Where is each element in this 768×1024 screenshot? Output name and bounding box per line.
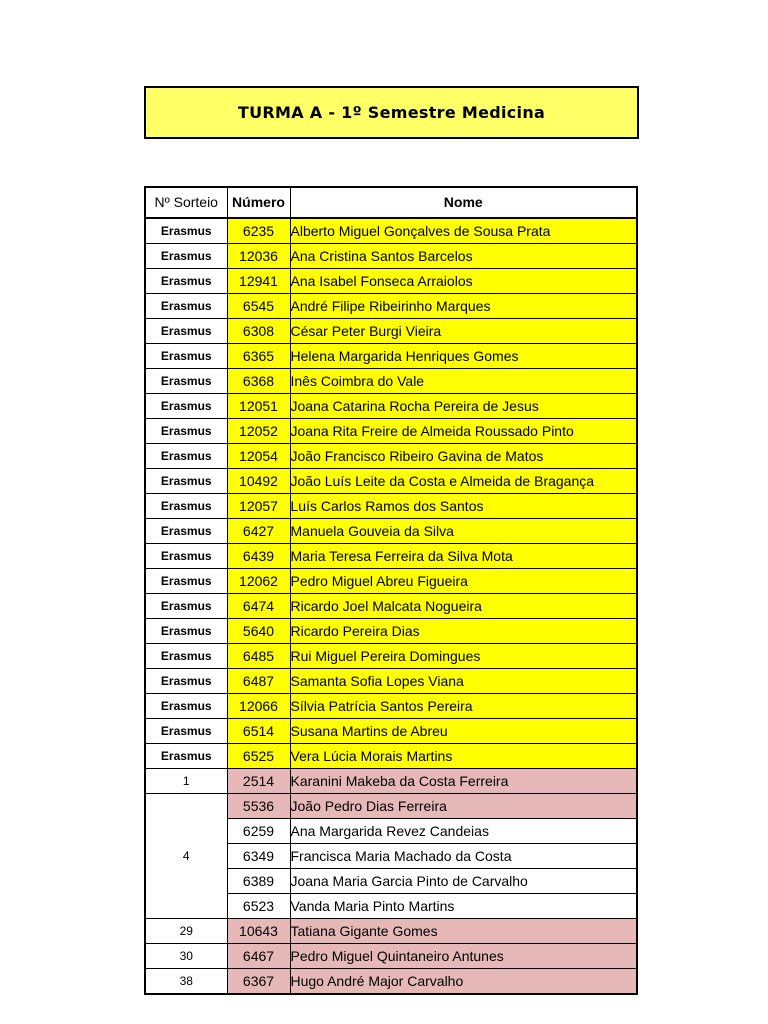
cell-nome: Ana Margarida Revez Candeias (290, 819, 637, 844)
cell-numero: 10643 (227, 919, 290, 944)
cell-sorteio: Erasmus (145, 469, 227, 494)
cell-sorteio: Erasmus (145, 719, 227, 744)
cell-sorteio: Erasmus (145, 519, 227, 544)
table-row (145, 769, 637, 794)
student-roster-table (144, 186, 638, 995)
table-row (145, 444, 637, 469)
table-row (145, 919, 637, 944)
cell-numero: 6487 (227, 669, 290, 694)
cell-numero: 6368 (227, 369, 290, 394)
cell-numero: 2514 (227, 769, 290, 794)
table-row (145, 519, 637, 544)
cell-numero: 6514 (227, 719, 290, 744)
cell-sorteio: 29 (145, 919, 227, 944)
cell-sorteio: Erasmus (145, 269, 227, 294)
table-row (145, 494, 637, 519)
cell-sorteio: Erasmus (145, 419, 227, 444)
cell-numero: 12036 (227, 244, 290, 269)
table-body (145, 218, 637, 994)
table-row (145, 469, 637, 494)
cell-sorteio: 4 (145, 794, 227, 919)
cell-nome: Tatiana Gigante Gomes (290, 919, 637, 944)
table-row (145, 244, 637, 269)
cell-nome: Ana Isabel Fonseca Arraiolos (290, 269, 637, 294)
table-row (145, 269, 637, 294)
table-row (145, 794, 637, 819)
cell-nome: Pedro Miguel Quintaneiro Antunes (290, 944, 637, 969)
table-row (145, 294, 637, 319)
cell-numero: 12051 (227, 394, 290, 419)
cell-sorteio: Erasmus (145, 694, 227, 719)
cell-nome: Samanta Sofia Lopes Viana (290, 669, 637, 694)
table-row (145, 569, 637, 594)
cell-sorteio: Erasmus (145, 294, 227, 319)
cell-nome: Susana Martins de Abreu (290, 719, 637, 744)
table-row (145, 594, 637, 619)
cell-sorteio: Erasmus (145, 569, 227, 594)
table-row (145, 719, 637, 744)
table-row (145, 694, 637, 719)
cell-numero: 6545 (227, 294, 290, 319)
table-row (145, 344, 637, 369)
cell-numero: 6389 (227, 869, 290, 894)
cell-nome: Joana Maria Garcia Pinto de Carvalho (290, 869, 637, 894)
cell-numero: 6474 (227, 594, 290, 619)
cell-sorteio: Erasmus (145, 444, 227, 469)
cell-nome: Karanini Makeba da Costa Ferreira (290, 769, 637, 794)
cell-nome: Sílvia Patrícia Santos Pereira (290, 694, 637, 719)
cell-nome: Ana Cristina Santos Barcelos (290, 244, 637, 269)
cell-numero: 12052 (227, 419, 290, 444)
cell-numero: 6367 (227, 969, 290, 995)
cell-sorteio: Erasmus (145, 344, 227, 369)
cell-nome: João Luís Leite da Costa e Almeida de Bragança (290, 469, 637, 494)
table-row (145, 544, 637, 569)
cell-sorteio: Erasmus (145, 369, 227, 394)
cell-numero: 12941 (227, 269, 290, 294)
cell-numero: 5536 (227, 794, 290, 819)
cell-numero: 6485 (227, 644, 290, 669)
table-row (145, 419, 637, 444)
cell-nome: Pedro Miguel Abreu Figueira (290, 569, 637, 594)
header-numero: Número (227, 187, 290, 218)
header-sorteio: Nº Sorteio (145, 187, 227, 218)
cell-sorteio: Erasmus (145, 319, 227, 344)
cell-numero: 6365 (227, 344, 290, 369)
cell-nome: Hugo André Major Carvalho (290, 969, 637, 995)
cell-sorteio: Erasmus (145, 218, 227, 244)
cell-numero: 6439 (227, 544, 290, 569)
table-row (145, 319, 637, 344)
cell-numero: 6427 (227, 519, 290, 544)
cell-sorteio: Erasmus (145, 619, 227, 644)
cell-sorteio: 1 (145, 769, 227, 794)
cell-nome: Rui Miguel Pereira Domingues (290, 644, 637, 669)
cell-sorteio: 30 (145, 944, 227, 969)
page-title: TURMA A - 1º Semestre Medicina (237, 103, 546, 122)
table-row (145, 969, 637, 995)
cell-nome: João Pedro Dias Ferreira (290, 794, 637, 819)
cell-sorteio: Erasmus (145, 244, 227, 269)
cell-sorteio: Erasmus (145, 394, 227, 419)
table-row (145, 944, 637, 969)
cell-numero: 6523 (227, 894, 290, 919)
cell-nome: Alberto Miguel Gonçalves de Sousa Prata (290, 218, 637, 244)
cell-nome: Vera Lúcia Morais Martins (290, 744, 637, 769)
cell-sorteio: Erasmus (145, 744, 227, 769)
cell-numero: 10492 (227, 469, 290, 494)
table-row (145, 644, 637, 669)
table-row (145, 744, 637, 769)
cell-numero: 12062 (227, 569, 290, 594)
cell-sorteio: Erasmus (145, 644, 227, 669)
table-header-row (145, 187, 637, 218)
cell-nome: Ricardo Joel Malcata Nogueira (290, 594, 637, 619)
cell-numero: 5640 (227, 619, 290, 644)
cell-nome: Joana Rita Freire de Almeida Roussado Pinto (290, 419, 637, 444)
cell-numero: 6308 (227, 319, 290, 344)
cell-numero: 12066 (227, 694, 290, 719)
cell-nome: Francisca Maria Machado da Costa (290, 844, 637, 869)
cell-sorteio: Erasmus (145, 669, 227, 694)
cell-sorteio: Erasmus (145, 544, 227, 569)
cell-nome: Ricardo Pereira Dias (290, 619, 637, 644)
cell-nome: Manuela Gouveia da Silva (290, 519, 637, 544)
cell-numero: 6235 (227, 218, 290, 244)
table-row (145, 669, 637, 694)
title-box (144, 86, 639, 139)
cell-sorteio: Erasmus (145, 594, 227, 619)
cell-numero: 6525 (227, 744, 290, 769)
cell-numero: 12057 (227, 494, 290, 519)
cell-numero: 6349 (227, 844, 290, 869)
cell-nome: Luís Carlos Ramos dos Santos (290, 494, 637, 519)
cell-nome: Joana Catarina Rocha Pereira de Jesus (290, 394, 637, 419)
table-row (145, 369, 637, 394)
header-nome: Nome (290, 187, 637, 218)
cell-nome: Inês Coimbra do Vale (290, 369, 637, 394)
table-row (145, 619, 637, 644)
cell-nome: André Filipe Ribeirinho Marques (290, 294, 637, 319)
cell-nome: Maria Teresa Ferreira da Silva Mota (290, 544, 637, 569)
cell-numero: 12054 (227, 444, 290, 469)
cell-numero: 6467 (227, 944, 290, 969)
cell-nome: Vanda Maria Pinto Martins (290, 894, 637, 919)
cell-numero: 6259 (227, 819, 290, 844)
table-row (145, 394, 637, 419)
cell-nome: João Francisco Ribeiro Gavina de Matos (290, 444, 637, 469)
table-row (145, 218, 637, 244)
cell-sorteio: Erasmus (145, 494, 227, 519)
cell-nome: César Peter Burgi Vieira (290, 319, 637, 344)
cell-sorteio: 38 (145, 969, 227, 995)
cell-nome: Helena Margarida Henriques Gomes (290, 344, 637, 369)
